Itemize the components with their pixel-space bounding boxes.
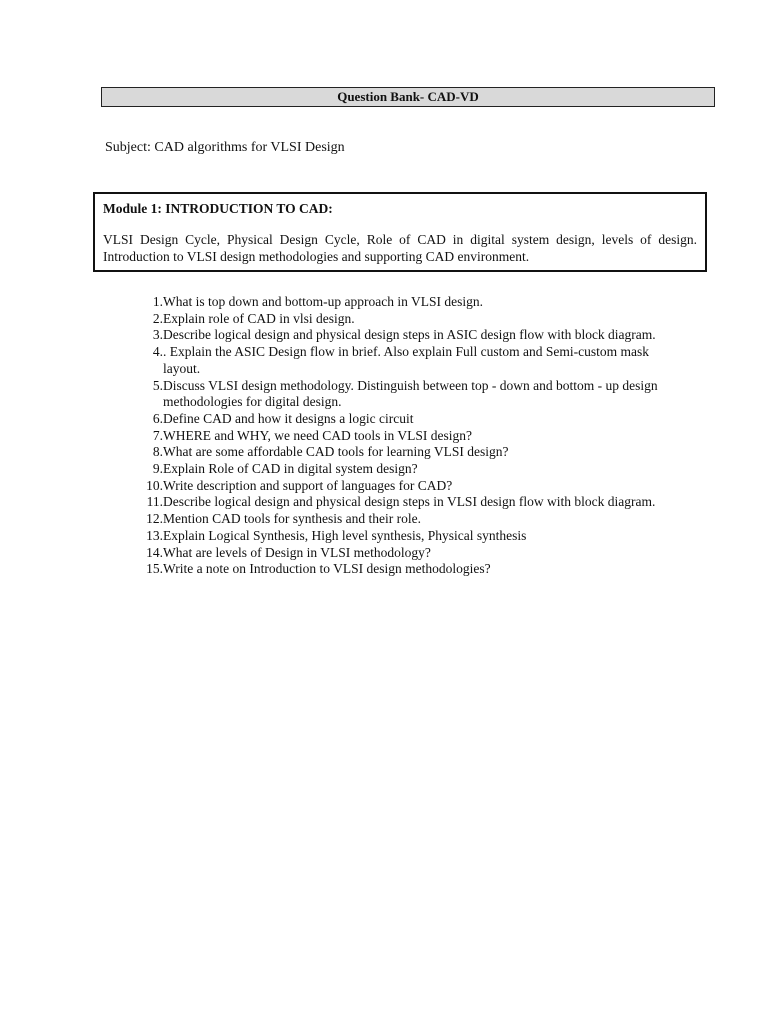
question-number: 4.: [152, 344, 163, 360]
question-text: What are some affordable CAD tools for learning VLSI design?: [163, 444, 509, 460]
question-text: Explain role of CAD in vlsi design.: [163, 310, 355, 326]
question-item: [126, 294, 686, 311]
question-number: 14.: [146, 544, 163, 560]
question-number: 15.: [146, 561, 163, 577]
question-item: [126, 344, 686, 377]
question-text: Explain Role of CAD in digital system design?: [163, 461, 418, 477]
question-item: [126, 428, 686, 445]
question-text: . Explain the ASIC Design flow in brief. Also explain Full custom and Semi-custom mask layout.: [163, 344, 649, 376]
question-number: 13.: [146, 527, 163, 543]
module-box: [93, 192, 707, 272]
question-number: 6.: [152, 410, 163, 426]
question-number: 11.: [146, 494, 163, 510]
question-number: 8.: [152, 444, 163, 460]
subject-line: Subject: CAD algorithms for VLSI Design: [105, 140, 345, 155]
question-item: [126, 461, 686, 478]
question-text: Describe logical design and physical design steps in ASIC design flow with block diagram.: [163, 327, 656, 343]
question-number: 10.: [146, 477, 163, 493]
question-item: [126, 311, 686, 328]
question-item: [126, 378, 686, 411]
page-title: Question Bank- CAD-VD: [101, 87, 715, 107]
question-list: [126, 294, 686, 578]
question-item: [126, 528, 686, 545]
question-number: 12.: [146, 511, 163, 527]
question-number: 7.: [152, 427, 163, 443]
module-title: Module 1: INTRODUCTION TO CAD:: [103, 201, 333, 216]
question-item: [126, 327, 686, 344]
question-text: Describe logical design and physical design steps in VLSI design flow with block diagram.: [163, 494, 656, 510]
question-text: Define CAD and how it designs a logic circuit: [163, 410, 414, 426]
question-text: What is top down and bottom-up approach in VLSI design.: [163, 294, 483, 309]
question-text: WHERE and WHY, we need CAD tools in VLSI design?: [163, 427, 472, 443]
question-number: 5.: [152, 377, 163, 393]
question-number: 1.: [152, 294, 163, 309]
question-item: [126, 561, 686, 578]
question-text: Explain Logical Synthesis, High level synthesis, Physical synthesis: [163, 527, 527, 543]
question-text: Write a note on Introduction to VLSI design methodologies?: [163, 561, 491, 577]
question-item: [126, 511, 686, 528]
question-text: What are levels of Design in VLSI methodology?: [163, 544, 431, 560]
question-item: [126, 411, 686, 428]
question-text: Mention CAD tools for synthesis and their role.: [163, 511, 421, 527]
module-description: VLSI Design Cycle, Physical Design Cycle, Role of CAD in digital system design, levels of design. Introduction to VLSI design methodologies and supporting CAD environment.: [103, 232, 697, 264]
question-text: Discuss VLSI design methodology. Distinguish between top - down and bottom - up design methodologies for digital design.: [163, 377, 658, 410]
question-number: 9.: [152, 461, 163, 477]
question-item: [126, 494, 686, 511]
question-item: [126, 545, 686, 562]
question-item: [126, 444, 686, 461]
question-number: 2.: [152, 310, 163, 326]
question-item: [126, 478, 686, 495]
question-number: 3.: [152, 327, 163, 343]
question-text: Write description and support of languages for CAD?: [163, 477, 453, 493]
